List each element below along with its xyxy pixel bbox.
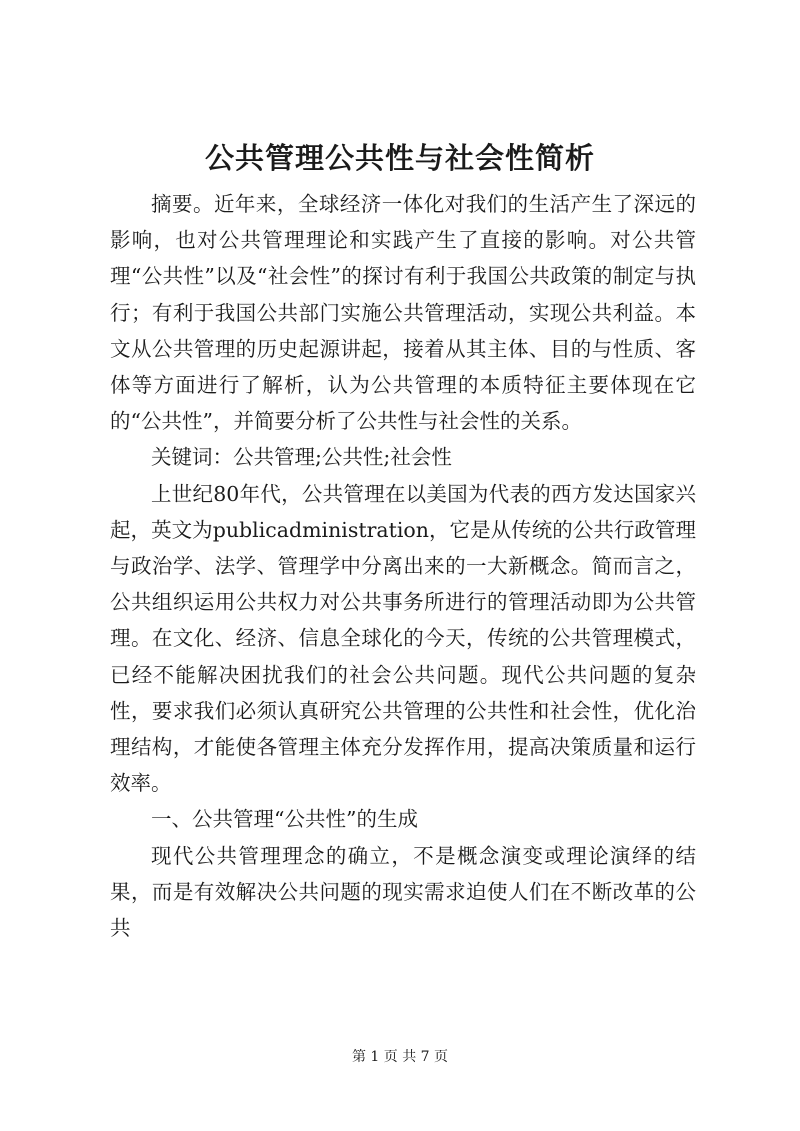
page-footer: 第 1 页 共 7 页 [351, 1049, 449, 1065]
abstract-paragraph: 摘要。近年来，全球经济一体化对我们的生活产生了深远的影响，也对公共管理理论和实践产生了直接的影响。对公共管理“公共性”以及“社会性”的探讨有利于我国公共政策的制定与执行；有利于我国公共部门实施公共管理活动，实现公共利益。本文从公共管理的历史起源讲起，接着从其主体、目的与性质、客体等方面进行了解析，认为公共管理的本质特征主要体现在它的“公共性”，并简要分析了公共性与社会性的关系。 [110, 192, 696, 434]
document-title: 公共管理公共性与社会性简析 [204, 141, 595, 175]
section-heading: 一、公共管理“公共性”的生成 [151, 807, 418, 832]
body-paragraph: 现代公共管理理念的确立，不是概念演变或理论演绎的结果，而是有效解决公共问题的现实需求迫使人们在不断改革的公共 [110, 843, 696, 941]
document-body [110, 186, 696, 946]
keywords-paragraph: 关键词：公共管理;公共性;社会性 [151, 445, 452, 470]
body-paragraph: 上世纪80年代，公共管理在以美国为代表的西方发达国家兴起，英文为publicadministration，它是从传统的公共行政管理与政治学、法学、管理学中分离出来的一大新概念。简而言之，公共组织运用公共权力对公共事务所进行的管理活动即为公共管理。在文化、经济、信息全球化的今天，传统的公共管理模式，已经不能解决困扰我们的社会公共问题。现代公共问题的复杂性，要求我们必须认真研究公共管理的公共性和社会性，优化治理结构，才能使各管理主体充分发挥作用，提高决策质量和运行效率。 [110, 481, 696, 796]
